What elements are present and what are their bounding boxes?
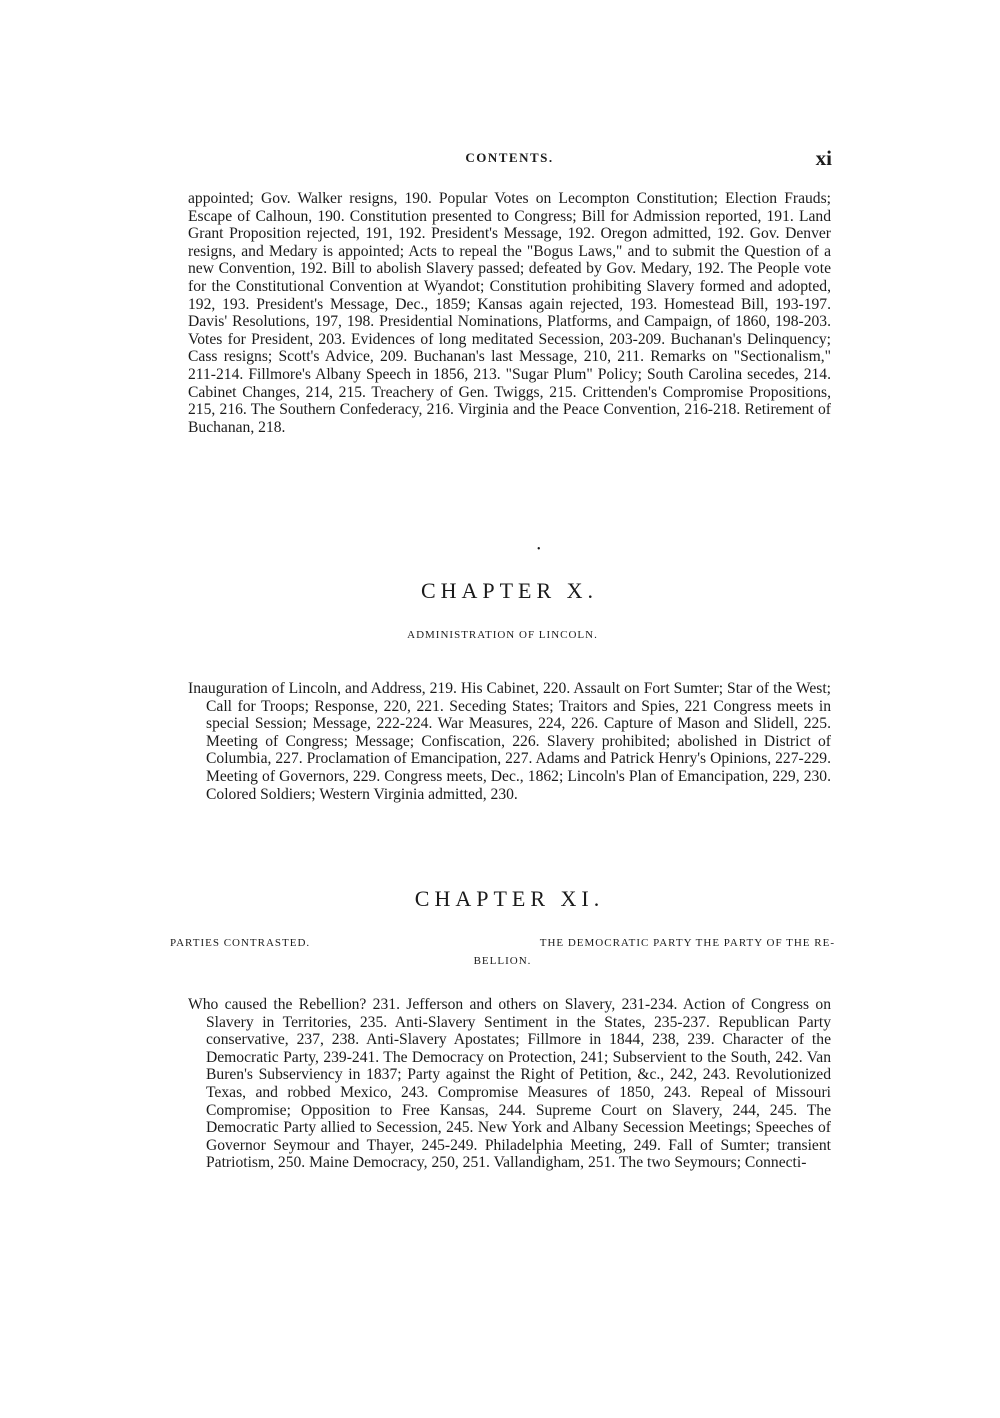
chapter-11-subtitle-left: PARTIES CONTRASTED. — [170, 937, 311, 949]
page-number: xi — [815, 146, 832, 170]
chapter-11-subtitle-right: THE DEMOCRATIC PARTY THE PARTY OF THE RE- — [539, 937, 835, 949]
running-title: CONTENTS. — [465, 150, 554, 165]
chapter-11-subtitle — [170, 934, 835, 970]
chapter-11-text: Who caused the Rebellion? 231. Jefferson and others on Slavery, 231-234. Action of Congress on Slavery in Territories, 235. Anti-Slavery Sentiment in the States, 235-237. Republican Party conservative, 237, 238. Anti-Slavery Apostates; Fillmore in 1844, 238, 239. Character of the Democratic Party, 239-241. The Democracy on Protection, 241; Subservient to the South, 242. Van Buren's Subserviency in 1837; Party against the Right of Petition, &c., 242, 243. Revolutionized Texas, and robbed Mexico, 243. Compromise Measures of 1850, 243. Repeal of Missouri Compromise; Opposition to Free Kansas, 244. Supreme Court on Slavery, 244, 245. The Democratic Party allied to Secession, 245. New York and Albany Secession Meetings; Speeches of Governor Seymour and Thayer, 245-249. Philadelphia Meeting, 249. Fall of Sumter; transient Patriotism, 250. Maine Democracy, 250, 251. Vallandigham, 251. The two Seymours; Connecti- — [188, 996, 831, 1172]
chapter-10-heading: CHAPTER X. — [420, 578, 599, 603]
chapter-11-subtitle-line2: BELLION. — [473, 955, 532, 967]
chapter-10-subtitle: ADMINISTRATION OF LINCOLN. — [407, 629, 598, 641]
continued-entry-text: appointed; Gov. Walker resigns, 190. Popular Votes on Lecompton Constitution; Election Frauds; Escape of Calhoun, 190. Constitution presented to Congress; Bill for Admission reported, 191. Land Grant Proposition rejected, 191, 192. President's Message, 192. Oregon admitted, 192. Gov. Denver resigns, and Medary is appointed; Acts to repeal the "Bogus Laws," and to submit the Question of a new Convention, 192. Bill to abolish Slavery passed; defeated by Gov. Medary, 192. The People vote for the Constitutional Convention at Wyandot; Constitution prohibiting Slavery formed and adopted, 192, 193. President's Message, Dec., 1859; Kansas again rejected, 193. Homestead Bill, 193-197. Davis' Resolutions, 197, 198. Presidential Nominations, Platforms, and Campaign, of 1860, 198-203. Votes for President, 203. Evidences of long meditated Secession, 203-209. Buchanan's Delinquency; Cass resigns; Scott's Advice, 209. Buchanan's last Message, 210, 211. Remarks on "Sectionalism," 211-214. Fillmore's Albany Speech in 1856, 213. "Sugar Plum" Policy; South Carolina secedes, 214. Cabinet Changes, 214, 215. Treachery of Gen. Twiggs, 215. Crittenden's Compromise Propositions, 215, 216. The Southern Confederacy, 216. Virginia and the Peace Convention, 216-218. Retirement of Buchanan, 218. — [188, 190, 831, 436]
printer-mark: • — [537, 544, 541, 555]
chapter-11-heading: CHAPTER XI. — [414, 886, 605, 911]
chapter-10-text: Inauguration of Lincoln, and Address, 219. His Cabinet, 220. Assault on Fort Sumter; Star of the West; Call for Troops; Response, 220, 221. Seceding States; Traitors and Spies, 221 Congress meets in special Session; Message, 222-224. War Measures, 224, 226. Capture of Mason and Slidell, 225. Meeting of Congress; Message; Confiscation, 226. Slavery prohibited; abolished in District of Columbia, 227. Proclamation of Emancipation, 227. Adams and Patrick Henry's Opinions, 227-229. Meeting of Governors, 229. Congress meets, Dec., 1862; Lincoln's Plan of Emancipation, 229, 230. Colored Soldiers; Western Virginia admitted, 230. — [188, 680, 831, 803]
running-head — [187, 146, 832, 170]
